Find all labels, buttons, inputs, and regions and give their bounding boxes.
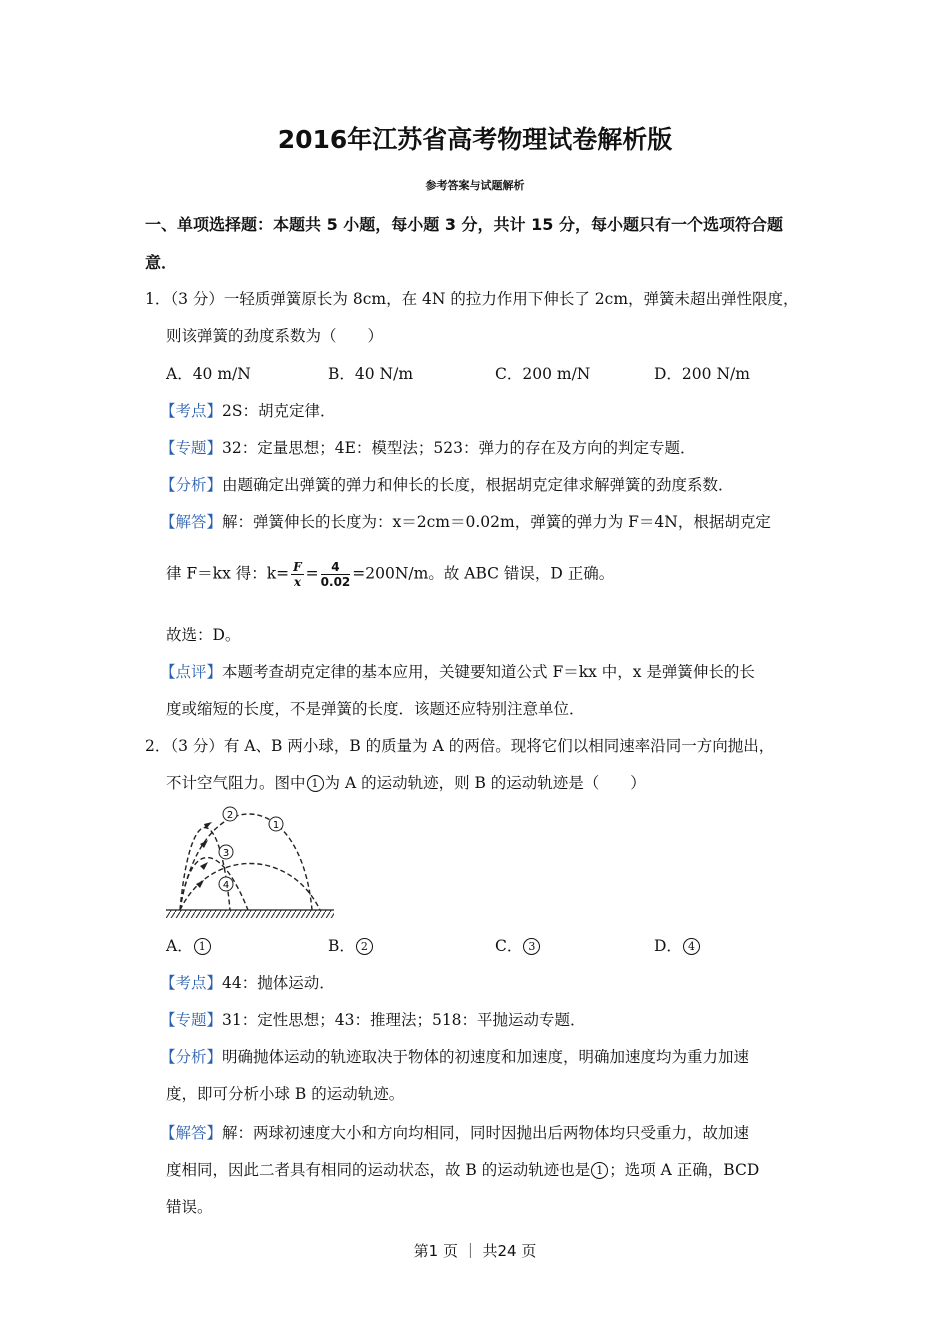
- q2-option-b-letter: B．: [328, 937, 355, 955]
- q1-jieda-tag: 【解答】: [160, 513, 223, 531]
- trajectory-label-2: [223, 807, 237, 821]
- q1-dianping-tag: 【点评】: [160, 663, 223, 681]
- q2-zhuanti: [160, 1008, 586, 1030]
- q1-jieda-text2-post: =200N/m。故 ABC 错误，D 正确。: [352, 564, 615, 583]
- q2-option-d: [654, 934, 701, 956]
- fraction-4-over-002: [321, 560, 351, 589]
- trajectory-4-path: [180, 864, 320, 911]
- q2-jieda-text1: 解：两球初速度大小和方向均相同，同时因抛出后两物体均只受重力，故加速: [222, 1124, 750, 1142]
- q2-jieda-line1: [160, 1121, 749, 1143]
- q1-fenxi-tag: 【分析】: [160, 476, 223, 494]
- q1-stem-line1: 1．（3 分）一轻质弹簧原长为 8cm，在 4N 的拉力作用下伸长了 2cm，弹簧未超出弹性限度，: [145, 290, 799, 308]
- q2-jieda-text2-post: ；选项 A 正确，BCD: [609, 1161, 760, 1179]
- q2-fenxi-text1: 明确抛体运动的轨迹取决于物体的初速度和加速度，明确加速度均为重力加速: [222, 1048, 750, 1066]
- q2-kaodian: [160, 971, 335, 993]
- q2-option-a-circle: 1: [194, 938, 211, 955]
- q2-option-c-letter: C．: [495, 937, 523, 955]
- q1-zhuanti-tag: 【专题】: [160, 439, 223, 457]
- q1-answer: 故选：D。: [166, 626, 241, 644]
- trajectory-3-path: [180, 858, 248, 911]
- q1-option-d: D．200 N/m: [654, 365, 750, 383]
- trajectory-label-1: [269, 817, 283, 831]
- frac2-denominator: 0.02: [320, 575, 351, 589]
- q1-fenxi-text: 由题确定出弹簧的弹力和伸长的长度，根据胡克定律求解弹簧的劲度系数．: [222, 476, 734, 494]
- q2-kaodian-text: 44：抛体运动．: [222, 974, 335, 992]
- q2-jieda-text2-pre: 度相同，因此二者具有相同的运动状态，故 B 的运动轨迹也是: [166, 1161, 591, 1179]
- fraction-f-over-x: [291, 560, 304, 589]
- q2-zhuanti-tag: 【专题】: [160, 1011, 223, 1029]
- q1-stem-line2: 则该弹簧的劲度系数为（ ）: [166, 327, 384, 345]
- ground-hatching: [166, 910, 334, 918]
- q2-option-c: [495, 934, 541, 956]
- q1-dianping-line2: 度或缩短的长度，不是弹簧的长度．该题还应特别注意单位．: [166, 700, 585, 718]
- q1-option-c: C．200 m/N: [495, 365, 591, 383]
- trajectory-label-4: [219, 877, 233, 891]
- trajectory-1-path: [180, 814, 312, 910]
- q1-kaodian-tag: 【考点】: [160, 402, 223, 420]
- q2-option-d-circle: 4: [683, 938, 700, 955]
- equals-sign: =: [305, 564, 319, 583]
- q1-jieda-line1: [160, 510, 771, 532]
- trajectory-figure: [160, 800, 340, 922]
- circled-number-1: 1: [307, 775, 324, 792]
- svg-text:1: 1: [272, 820, 280, 831]
- page-title: 2016年江苏省高考物理试卷解析版: [277, 125, 673, 154]
- q1-jieda-text2-pre: 律 F＝kx 得：k=: [166, 564, 290, 583]
- q2-jieda-line2: [166, 1158, 759, 1180]
- frac2-numerator: 4: [321, 560, 351, 575]
- q1-jieda-line2: [166, 560, 614, 589]
- page-subtitle: 参考答案与试题解析: [425, 179, 525, 192]
- q2-jieda-line3: 错误。: [166, 1198, 213, 1216]
- section-heading-line1: 一、单项选择题：本题共 5 小题，每小题 3 分，共计 15 分，每小题只有一个选项符合题: [145, 215, 783, 234]
- q2-jieda-circle-1: 1: [591, 1162, 608, 1179]
- q2-stem-line2: [166, 771, 646, 793]
- q2-option-c-circle: 3: [523, 938, 540, 955]
- q1-dianping-text1: 本题考查胡克定律的基本应用，关键要知道公式 F＝kx 中，x 是弹簧伸长的长: [222, 663, 755, 681]
- q2-option-b-circle: 2: [356, 938, 373, 955]
- arrow-head-4: [196, 880, 204, 888]
- svg-text:2: 2: [226, 810, 234, 821]
- trajectory-label-3: [219, 845, 233, 859]
- q2-fenxi-line2: 度，即可分析小球 B 的运动轨迹。: [166, 1085, 405, 1103]
- q2-stem-line1: 2．（3 分）有 A、B 两小球，B 的质量为 A 的两倍。现将它们以相同速率沿同一方向抛出，: [145, 737, 775, 755]
- q1-kaodian-text: 2S：胡克定律．: [222, 402, 336, 420]
- q1-dianping-line1: [160, 660, 755, 682]
- page-footer: 第1 页 ｜ 共24 页: [413, 1242, 537, 1260]
- q2-option-a: [166, 934, 212, 956]
- q2-stem-text-mid: 为 A 的运动轨迹，则 B 的运动轨迹是（ ）: [324, 774, 646, 792]
- svg-text:3: 3: [222, 848, 230, 859]
- q1-jieda-text1: 解：弹簧伸长的长度为：x＝2cm＝0.02m，弹簧的弹力为 F＝4N，根据胡克定: [222, 513, 771, 531]
- q2-stem-text-pre: 不计空气阻力。图中: [166, 774, 306, 792]
- q2-kaodian-tag: 【考点】: [160, 974, 223, 992]
- q2-option-a-letter: A．: [166, 937, 193, 955]
- q2-fenxi-line1: [160, 1045, 749, 1067]
- q2-option-d-letter: D．: [654, 937, 682, 955]
- q2-option-b: [328, 934, 374, 956]
- q2-fenxi-tag: 【分析】: [160, 1048, 223, 1066]
- q1-fenxi: [160, 473, 734, 495]
- q2-zhuanti-text: 31：定性思想；43：推理法；518：平抛运动专题．: [222, 1011, 586, 1029]
- q1-zhuanti: [160, 436, 696, 458]
- frac1-denominator: x: [293, 575, 301, 589]
- q1-zhuanti-text: 32：定量思想；4E：模型法；523：弹力的存在及方向的判定专题．: [222, 439, 696, 457]
- q1-option-a: A．40 m/N: [166, 365, 251, 383]
- q1-option-b: B．40 N/m: [328, 365, 414, 383]
- arrow-head-3: [200, 862, 208, 870]
- section-heading-line2: 意．: [145, 253, 178, 272]
- svg-text:4: 4: [222, 880, 230, 891]
- q1-kaodian: [160, 399, 336, 421]
- q2-jieda-tag: 【解答】: [160, 1124, 223, 1142]
- frac1-numerator: F: [293, 560, 302, 574]
